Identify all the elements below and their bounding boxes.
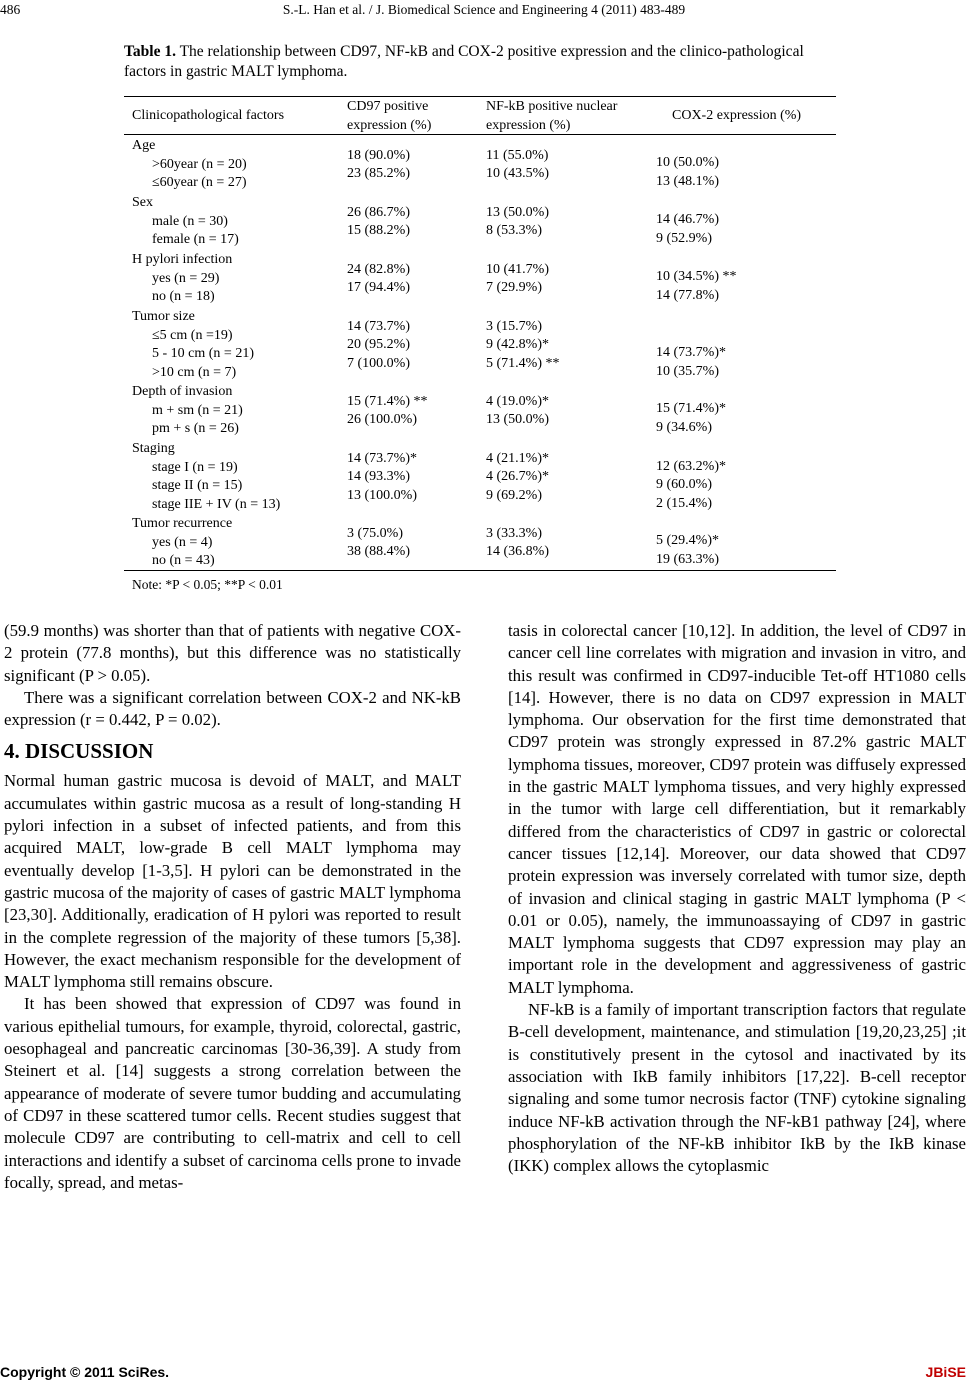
copyright-notice: Copyright © 2011 SciRes. xyxy=(0,1364,170,1380)
column-header-nfkb: NF-kB positive nuclear expression (%) xyxy=(486,99,618,133)
cell-cd97: 3 (75.0%) xyxy=(347,525,403,541)
row-label: ≤60year (n = 27) xyxy=(152,175,247,190)
cell-cox2: 2 (15.4%) xyxy=(656,495,712,511)
cell-cox2: 12 (63.2%)* xyxy=(656,458,726,474)
cell-cox2: 15 (71.4%)* xyxy=(656,401,726,416)
cell-nfkb: 4 (19.0%)* xyxy=(486,393,549,409)
table-top-rule xyxy=(124,96,836,97)
cell-nfkb: 5 (71.4%) ** xyxy=(486,355,560,371)
cell-cox2: 9 (60.0%) xyxy=(656,477,712,492)
row-label: m + sm (n = 21) xyxy=(152,402,243,418)
group-heading: Age xyxy=(132,138,156,153)
table-caption-label: Table 1. xyxy=(124,43,176,60)
row-label: yes (n = 4) xyxy=(152,534,213,550)
cell-nfkb: 10 (43.5%) xyxy=(486,166,549,181)
paragraph: There was a significant correlation between COX-2 and NK-kB expression (r = 0.442, P = 0.02). xyxy=(4,687,461,730)
table-caption-text: The relationship between CD97, NF-kB and COX-2 positive expression and the clinico-pathological factors in gastric MALT lymphoma. xyxy=(124,43,804,80)
cell-nfkb: 11 (55.0%) xyxy=(486,147,549,163)
cell-cox2: 5 (29.4%)* xyxy=(656,533,719,548)
cell-cd97: 15 (88.2%) xyxy=(347,223,410,238)
table-note: Note: *P < 0.05; **P < 0.01 xyxy=(132,577,283,592)
row-label: stage IIE + IV (n = 13) xyxy=(152,496,281,512)
cell-cd97: 26 (100.0%) xyxy=(347,412,417,427)
cell-cox2: 10 (34.5%) ** xyxy=(656,269,737,284)
cell-cox2: 9 (52.9%) xyxy=(656,230,712,246)
running-title: S.-L. Han et al. / J. Biomedical Science and Engineering 4 (2011) 483-489 xyxy=(282,2,686,17)
paragraph: Normal human gastric mucosa is devoid of MALT, and MALT accumulates within gastric mucosa as a result of long-standing H pylori infection in a subset of infected patients, and from this acquired MALT, low-grade B cell MALT lymphoma may eventually develop [1-3,5]. H pylori can be demonstrated in the gastric mucosa of the majority of cases of gastric MALT lymphoma [23,30]. Additionally, eradication of H pylori was reported to result in the complete regression of the majority of these tumors [5,38]. However, the exact mechanism responsible for the development of MALT lymphoma still remains obscure. xyxy=(4,771,461,992)
cell-cd97: 7 (100.0%) xyxy=(347,355,410,371)
cell-cox2: 19 (63.3%) xyxy=(656,551,719,567)
cell-cox2: 14 (46.7%) xyxy=(656,212,719,227)
row-label: male (n = 30) xyxy=(152,213,228,229)
cell-nfkb: 13 (50.0%) xyxy=(486,412,549,427)
table-header-rule xyxy=(124,134,836,135)
cell-cd97: 26 (86.7%) xyxy=(347,204,410,220)
row-label: ≤5 cm (n =19) xyxy=(152,327,233,343)
cell-cox2: 14 (73.7%)* xyxy=(656,345,726,360)
cell-cox2: 14 (77.8%) xyxy=(656,287,719,303)
cell-cox2: 9 (34.6%) xyxy=(656,419,712,435)
paragraph: (59.9 months) was shorter than that of patients with negative COX-2 protein (77.8 months), but this difference was no statistically significant (P > 0.05). xyxy=(4,621,461,685)
row-label: no (n = 18) xyxy=(152,289,215,304)
cell-cd97: 18 (90.0%) xyxy=(347,147,410,163)
cell-cox2: 10 (50.0%) xyxy=(656,155,719,170)
cell-cd97: 23 (85.2%) xyxy=(347,166,410,181)
row-label: 5 - 10 cm (n = 21) xyxy=(152,346,254,361)
page-footer xyxy=(0,1364,968,1384)
column-header-cox2: COX-2 expression (%) xyxy=(672,108,802,123)
cell-cd97: 13 (100.0%) xyxy=(347,487,417,503)
right-text-column xyxy=(508,620,966,1177)
cell-cox2: 13 (48.1%) xyxy=(656,173,719,189)
paragraph: tasis in colorectal cancer [10,12]. In addition, the level of CD97 in cancer cell line correlates with migration and invasion in vitro, and this result was confirmed in CD97-inducible Tet-off HT1080 cells [14]. However, there is no data on CD97 expression in MALT lymphoma. Our observation for the first time demonstrated that CD97 protein was strongly expressed in 87.2% gastric MALT lymphoma tissues, moreover, CD97 protein was diffusely expressed in the gastric MALT lymphoma tissues, and very highly expressed in the tumor with large cell differentiation, but it remarkably differed from the characteristics of CD97 in gastric or colorectal cancer tissues [12,14]. Moreover, our data showed that CD97 protein expression was inversely correlated with tumor size, depth of invasion and clinical staging in gastric MALT lymphoma (P < 0.01 or 0.05), namely, the immunoassaying of CD97 in gastric MALT lymphoma suggests that CD97 expression may play an important role in the development and aggressiveness of gastric MALT lymphoma. xyxy=(508,621,966,997)
journal-abbreviation: JBiSE xyxy=(925,1364,966,1380)
group-heading: Staging xyxy=(132,441,175,456)
column-header-cd97: CD97 positive expression (%) xyxy=(347,99,432,133)
cell-cox2: 10 (35.7%) xyxy=(656,363,719,379)
cell-nfkb: 9 (69.2%) xyxy=(486,487,542,503)
group-heading: Depth of invasion xyxy=(132,384,233,399)
cell-nfkb: 4 (26.7%)* xyxy=(486,469,549,484)
cell-cd97: 14 (93.3%) xyxy=(347,469,410,484)
cell-cd97: 14 (73.7%)* xyxy=(347,450,417,466)
row-label: pm + s (n = 26) xyxy=(152,421,239,436)
paragraph: NF-kB is a family of important transcription factors that regulate B-cell development, maintenance, and stimulation [19,20,23,25] ;it is constitutively present in the cytosol and inactivated by its association with IkB family inhibitors [17,22]. B-cell receptor signaling and some tumor necrosis factor (TNF) cytokine signaling induce NF-kB activation through the NF-kB1 pathway [24], where phosphorylation of the NF-kB inhibitor IkB by the IkB kinase (IKK) complex allows the cytoplasmic xyxy=(508,1000,966,1176)
row-label: >60year (n = 20) xyxy=(152,156,247,172)
cell-nfkb: 13 (50.0%) xyxy=(486,204,549,220)
group-heading: Tumor recurrence xyxy=(132,516,233,531)
cell-nfkb: 9 (42.8%)* xyxy=(486,337,549,352)
group-heading: Sex xyxy=(132,195,153,210)
cell-nfkb: 7 (29.9%) xyxy=(486,280,542,295)
group-heading: H pylori infection xyxy=(132,252,233,267)
cell-cd97: 20 (95.2%) xyxy=(347,337,410,352)
table-bottom-rule xyxy=(124,570,836,571)
column-header-factors: Clinicopathological factors xyxy=(132,108,285,123)
row-label: stage II (n = 15) xyxy=(152,478,243,493)
paragraph: It has been showed that expression of CD97 was found in various epithelial tumours, for example, thyroid, colorectal, gastric, oesophageal and pancreatic carcinomas [30-36,39]. A study from Steinert et al. [14] suggests a strong correlation between the appearance of moderate of severe tumor budding and accumulating of CD97 in these scattered tumor cells. Recent studies suggest that molecule CD97 are contributing to cell-matrix and cell to cell interactions and identify a subset of carcinoma cells prone to invade focally, spread, and metas- xyxy=(4,994,461,1192)
cell-nfkb: 8 (53.3%) xyxy=(486,223,542,238)
cell-nfkb: 3 (15.7%) xyxy=(486,318,542,334)
cell-nfkb: 4 (21.1%)* xyxy=(486,450,549,466)
cell-cd97: 14 (73.7%) xyxy=(347,318,410,334)
cell-nfkb: 3 (33.3%) xyxy=(486,525,542,541)
row-label: >10 cm (n = 7) xyxy=(152,364,237,380)
left-text-column xyxy=(4,620,461,1194)
cell-nfkb: 10 (41.7%) xyxy=(486,261,549,277)
cell-nfkb: 14 (36.8%) xyxy=(486,544,549,559)
page-number: 486 xyxy=(0,2,21,17)
cell-cd97: 17 (94.4%) xyxy=(347,280,410,295)
cell-cd97: 38 (88.4%) xyxy=(347,544,410,559)
cell-cd97: 24 (82.8%) xyxy=(347,261,410,277)
group-heading: Tumor size xyxy=(132,309,195,324)
row-label: female (n = 17) xyxy=(152,232,239,247)
row-label: no (n = 43) xyxy=(152,553,215,568)
running-header xyxy=(0,2,968,24)
row-label: stage I (n = 19) xyxy=(152,459,238,475)
section-heading: 4. DISCUSSION xyxy=(4,739,154,764)
table-caption xyxy=(124,42,844,82)
cell-cd97: 15 (71.4%) ** xyxy=(347,393,428,409)
row-label: yes (n = 29) xyxy=(152,270,220,286)
